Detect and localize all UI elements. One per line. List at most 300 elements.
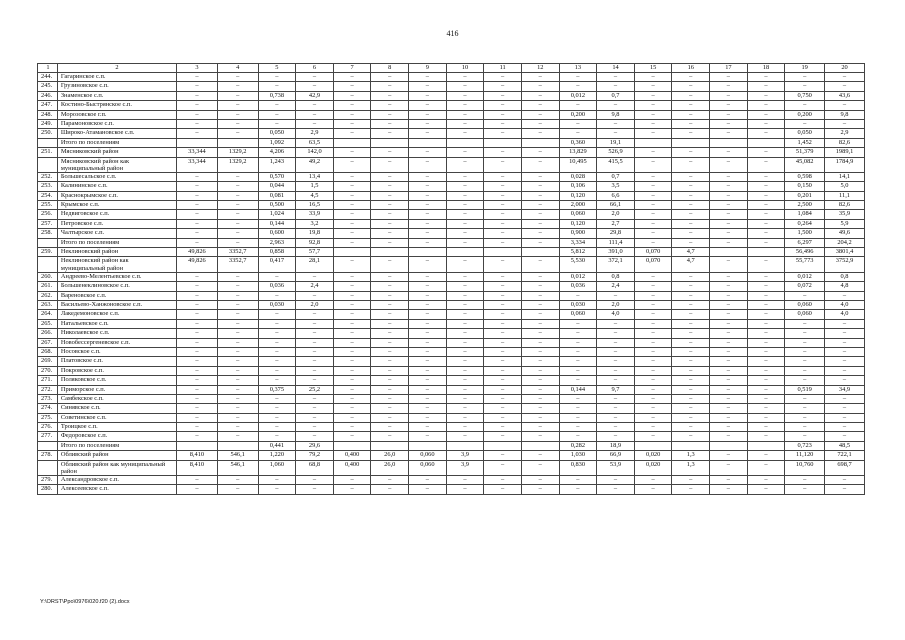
cell-value: –	[747, 485, 785, 494]
cell-value: –	[258, 376, 296, 385]
cell-value: –	[634, 272, 672, 281]
cell-value: 2,0	[597, 301, 635, 310]
cell-value: –	[672, 119, 710, 128]
cell-value: –	[747, 182, 785, 191]
cell-value: 0,060	[785, 301, 825, 310]
table-row	[38, 394, 865, 403]
cell-value: –	[597, 73, 635, 82]
cell-value: –	[597, 476, 635, 485]
cell-value: –	[710, 432, 748, 441]
cell-value: 2,9	[296, 129, 334, 138]
cell-value: –	[521, 476, 559, 485]
cell-value	[371, 248, 409, 257]
cell-value: –	[597, 101, 635, 110]
cell-value: 43,6	[825, 91, 865, 100]
cell-value: –	[296, 423, 334, 432]
cell-value: –	[825, 366, 865, 375]
cell-value: –	[296, 357, 334, 366]
cell-value: 16,5	[296, 201, 334, 210]
cell-value: 0,012	[559, 272, 597, 281]
cell-value: –	[559, 394, 597, 403]
cell-value	[672, 441, 710, 450]
cell-value: –	[710, 338, 748, 347]
cell-value: –	[710, 110, 748, 119]
cell-value: –	[333, 201, 371, 210]
cell-value: –	[258, 485, 296, 494]
cell-value: –	[672, 394, 710, 403]
cell-value: –	[710, 82, 748, 91]
cell-value: –	[409, 329, 447, 338]
cell-value: –	[217, 357, 258, 366]
cell-value: –	[672, 282, 710, 291]
cell-value: –	[446, 404, 484, 413]
cell-value	[521, 441, 559, 450]
cell-value: –	[559, 376, 597, 385]
cell-value: –	[710, 219, 748, 228]
cell-value: –	[521, 148, 559, 157]
row-name: Советинское с.п.	[57, 413, 176, 422]
cell-value: –	[559, 404, 597, 413]
table-header	[38, 64, 865, 73]
cell-value: –	[825, 101, 865, 110]
cell-value: –	[634, 238, 672, 247]
cell-value: –	[747, 376, 785, 385]
cell-value: –	[258, 423, 296, 432]
cell-value: –	[446, 357, 484, 366]
cell-value: 28,1	[296, 257, 334, 272]
cell-value: –	[333, 82, 371, 91]
cell-value: –	[484, 394, 522, 403]
cell-value: 2,963	[258, 238, 296, 247]
cell-value: 0,519	[785, 385, 825, 394]
cell-value: –	[217, 329, 258, 338]
cell-value: –	[217, 476, 258, 485]
cell-value: 0,858	[258, 248, 296, 257]
cell-value: 35,9	[825, 210, 865, 219]
cell-value: 1,060	[258, 460, 296, 475]
row-name: Итого по поселениям	[57, 441, 176, 450]
cell-value: 1,030	[559, 451, 597, 460]
cell-value: –	[333, 432, 371, 441]
cell-value: –	[371, 338, 409, 347]
row-name: Итого по поселениям	[57, 138, 176, 147]
cell-value: 0,120	[559, 191, 597, 200]
cell-value: –	[710, 385, 748, 394]
cell-value: –	[521, 272, 559, 281]
cell-value: 0,600	[258, 229, 296, 238]
cell-value: –	[446, 366, 484, 375]
cell-value	[634, 138, 672, 147]
cell-value: –	[409, 182, 447, 191]
cell-value: 19,1	[597, 138, 635, 147]
cell-value: –	[409, 423, 447, 432]
column-header: 2	[57, 64, 176, 73]
cell-value: –	[825, 432, 865, 441]
cell-value: –	[258, 272, 296, 281]
cell-value: –	[521, 319, 559, 328]
row-number: 262.	[38, 291, 58, 300]
cell-value: –	[333, 366, 371, 375]
cell-value: –	[217, 394, 258, 403]
cell-value: 0,282	[559, 441, 597, 450]
row-number: 257.	[38, 219, 58, 228]
cell-value: –	[597, 423, 635, 432]
cell-value	[672, 138, 710, 147]
cell-value: –	[333, 172, 371, 181]
cell-value: –	[333, 357, 371, 366]
cell-value: –	[177, 119, 218, 128]
cell-value: –	[446, 148, 484, 157]
cell-value: –	[177, 191, 218, 200]
cell-value: 1,3	[672, 460, 710, 475]
cell-value: –	[559, 413, 597, 422]
cell-value: –	[333, 310, 371, 319]
cell-value: –	[409, 172, 447, 181]
cell-value	[333, 441, 371, 450]
table-row	[38, 310, 865, 319]
cell-value: 18,9	[597, 441, 635, 450]
cell-value: –	[597, 485, 635, 494]
cell-value: –	[484, 451, 522, 460]
cell-value: –	[409, 338, 447, 347]
cell-value: –	[333, 413, 371, 422]
page-number: 416	[446, 29, 459, 38]
data-table	[37, 63, 865, 495]
cell-value: –	[747, 82, 785, 91]
cell-value: –	[217, 282, 258, 291]
cell-value: 79,2	[296, 451, 334, 460]
cell-value: 0,050	[785, 129, 825, 138]
cell-value: –	[747, 301, 785, 310]
cell-value: –	[710, 172, 748, 181]
cell-value: 0,144	[559, 385, 597, 394]
cell-value: –	[446, 338, 484, 347]
row-name: Носовское с.п.	[57, 347, 176, 356]
cell-value: –	[785, 476, 825, 485]
cell-value: –	[672, 376, 710, 385]
row-name: Самбекское с.п.	[57, 394, 176, 403]
cell-value: 0,375	[258, 385, 296, 394]
cell-value	[710, 248, 748, 257]
cell-value: –	[484, 219, 522, 228]
cell-value: –	[258, 432, 296, 441]
cell-value: 10,495	[559, 157, 597, 172]
row-name: Синявское с.п.	[57, 404, 176, 413]
cell-value: –	[559, 319, 597, 328]
cell-value: 82,6	[825, 201, 865, 210]
row-number: 251.	[38, 148, 58, 157]
cell-value: –	[747, 110, 785, 119]
cell-value: –	[521, 413, 559, 422]
cell-value: –	[333, 219, 371, 228]
cell-value: –	[747, 101, 785, 110]
cell-value: –	[409, 310, 447, 319]
cell-value: –	[371, 385, 409, 394]
cell-value: –	[258, 338, 296, 347]
cell-value: –	[634, 157, 672, 172]
cell-value: –	[446, 423, 484, 432]
cell-value: –	[371, 238, 409, 247]
cell-value: 0,060	[409, 460, 447, 475]
cell-value: –	[672, 319, 710, 328]
cell-value: –	[710, 272, 748, 281]
column-header: 5	[258, 64, 296, 73]
row-number: 259.	[38, 248, 58, 257]
table-row	[38, 460, 865, 475]
cell-value: –	[333, 338, 371, 347]
cell-value: 1,084	[785, 210, 825, 219]
cell-value: –	[484, 191, 522, 200]
cell-value: –	[446, 82, 484, 91]
cell-value: –	[296, 310, 334, 319]
cell-value: 698,7	[825, 460, 865, 475]
cell-value: –	[296, 485, 334, 494]
cell-value: –	[521, 291, 559, 300]
cell-value: –	[371, 191, 409, 200]
cell-value: –	[446, 476, 484, 485]
cell-value: –	[825, 119, 865, 128]
row-number: 255.	[38, 201, 58, 210]
cell-value: –	[409, 91, 447, 100]
cell-value: –	[672, 423, 710, 432]
cell-value: 0,012	[785, 272, 825, 281]
cell-value: 0,400	[333, 451, 371, 460]
cell-value	[484, 248, 522, 257]
cell-value	[177, 138, 218, 147]
cell-value: –	[409, 82, 447, 91]
cell-value: –	[747, 229, 785, 238]
row-name: Итого по поселениям	[57, 238, 176, 247]
cell-value: –	[409, 238, 447, 247]
cell-value: 0,120	[559, 219, 597, 228]
cell-value: –	[672, 110, 710, 119]
cell-value: –	[177, 238, 218, 247]
cell-value: –	[217, 91, 258, 100]
cell-value: –	[747, 460, 785, 475]
cell-value: –	[177, 272, 218, 281]
cell-value: –	[634, 423, 672, 432]
cell-value: –	[446, 201, 484, 210]
cell-value: –	[177, 413, 218, 422]
cell-value: –	[559, 423, 597, 432]
cell-value: 5,9	[825, 219, 865, 228]
cell-value	[409, 441, 447, 450]
cell-value: –	[409, 376, 447, 385]
cell-value	[747, 138, 785, 147]
cell-value: –	[258, 394, 296, 403]
cell-value: –	[672, 301, 710, 310]
row-name: Морозовское г.п.	[57, 110, 176, 119]
cell-value: –	[521, 210, 559, 219]
cell-value: –	[217, 238, 258, 247]
cell-value: –	[559, 432, 597, 441]
cell-value: 4,0	[825, 310, 865, 319]
cell-value: –	[785, 101, 825, 110]
cell-value: –	[333, 182, 371, 191]
cell-value: 1,092	[258, 138, 296, 147]
cell-value: –	[672, 357, 710, 366]
cell-value: 3352,7	[217, 248, 258, 257]
cell-value	[710, 138, 748, 147]
cell-value: 0,264	[785, 219, 825, 228]
cell-value: 82,6	[825, 138, 865, 147]
cell-value: –	[825, 404, 865, 413]
cell-value: –	[333, 485, 371, 494]
cell-value: –	[409, 432, 447, 441]
cell-value: –	[484, 229, 522, 238]
cell-value	[747, 441, 785, 450]
cell-value: 0,020	[634, 460, 672, 475]
cell-value: 1,3	[672, 451, 710, 460]
cell-value: 0,036	[559, 282, 597, 291]
cell-value: –	[333, 394, 371, 403]
cell-value: –	[409, 413, 447, 422]
row-name: Натальевское с.п.	[57, 319, 176, 328]
cell-value: 25,2	[296, 385, 334, 394]
cell-value: 13,4	[296, 172, 334, 181]
cell-value	[521, 248, 559, 257]
row-name: Мясниковский район как муниципальный район	[57, 157, 176, 172]
column-header: 17	[710, 64, 748, 73]
table-row	[38, 451, 865, 460]
row-number: 267.	[38, 338, 58, 347]
cell-value: –	[710, 394, 748, 403]
cell-value: 9,8	[597, 110, 635, 119]
cell-value: –	[597, 357, 635, 366]
cell-value: –	[409, 301, 447, 310]
table-row	[38, 172, 865, 181]
cell-value: –	[177, 73, 218, 82]
cell-value: –	[217, 376, 258, 385]
cell-value: –	[217, 423, 258, 432]
cell-value	[217, 441, 258, 450]
cell-value: –	[371, 91, 409, 100]
cell-value: 51,379	[785, 148, 825, 157]
cell-value: –	[785, 404, 825, 413]
cell-value: –	[710, 310, 748, 319]
cell-value: 53,9	[597, 460, 635, 475]
cell-value: 546,1	[217, 460, 258, 475]
table-row	[38, 191, 865, 200]
cell-value: 0,144	[258, 219, 296, 228]
cell-value: 204,2	[825, 238, 865, 247]
cell-value: –	[333, 291, 371, 300]
cell-value: –	[634, 182, 672, 191]
column-header: 3	[177, 64, 218, 73]
cell-value: –	[371, 357, 409, 366]
cell-value: –	[747, 413, 785, 422]
cell-value: –	[177, 319, 218, 328]
cell-value: –	[258, 82, 296, 91]
cell-value: –	[296, 347, 334, 356]
cell-value: –	[446, 182, 484, 191]
cell-value: –	[672, 366, 710, 375]
table-row	[38, 248, 865, 257]
cell-value: 49,6	[825, 229, 865, 238]
cell-value: –	[409, 319, 447, 328]
cell-value: 33,344	[177, 157, 218, 172]
cell-value: –	[634, 291, 672, 300]
table-row	[38, 272, 865, 281]
cell-value: –	[710, 229, 748, 238]
cell-value: –	[484, 157, 522, 172]
cell-value: –	[409, 394, 447, 403]
cell-value: –	[785, 291, 825, 300]
cell-value: –	[296, 272, 334, 281]
cell-value: –	[597, 119, 635, 128]
cell-value: 2,4	[597, 282, 635, 291]
row-number: 274.	[38, 404, 58, 413]
table-row	[38, 338, 865, 347]
cell-value: –	[521, 157, 559, 172]
cell-value	[484, 441, 522, 450]
cell-value: –	[446, 219, 484, 228]
cell-value: –	[258, 476, 296, 485]
cell-value: –	[710, 347, 748, 356]
cell-value: –	[177, 432, 218, 441]
row-name: Неклиновский район как муниципальный район	[57, 257, 176, 272]
cell-value: 34,9	[825, 385, 865, 394]
cell-value: –	[258, 110, 296, 119]
cell-value: –	[634, 310, 672, 319]
cell-value: –	[296, 432, 334, 441]
cell-value: –	[296, 82, 334, 91]
column-header: 14	[597, 64, 635, 73]
cell-value: –	[710, 191, 748, 200]
cell-value: 8,410	[177, 460, 218, 475]
cell-value: –	[710, 319, 748, 328]
cell-value: –	[371, 219, 409, 228]
cell-value: 0,070	[634, 248, 672, 257]
cell-value: 55,773	[785, 257, 825, 272]
cell-value: –	[747, 272, 785, 281]
cell-value: –	[371, 201, 409, 210]
cell-value	[747, 248, 785, 257]
cell-value: –	[484, 210, 522, 219]
cell-value: –	[634, 347, 672, 356]
row-name: Костино-Быстрянское с.п.	[57, 101, 176, 110]
cell-value: –	[785, 423, 825, 432]
cell-value: 0,7	[597, 91, 635, 100]
cell-value: –	[825, 376, 865, 385]
cell-value: –	[446, 272, 484, 281]
cell-value: –	[634, 82, 672, 91]
cell-value: 0,570	[258, 172, 296, 181]
cell-value: –	[710, 119, 748, 128]
cell-value: –	[258, 366, 296, 375]
cell-value: –	[559, 366, 597, 375]
table-row	[38, 101, 865, 110]
table-row	[38, 357, 865, 366]
table-row	[38, 329, 865, 338]
cell-value: –	[371, 347, 409, 356]
cell-value: –	[521, 310, 559, 319]
cell-value: 6,6	[597, 191, 635, 200]
cell-value: –	[710, 101, 748, 110]
cell-value: –	[371, 423, 409, 432]
table-row	[38, 485, 865, 494]
cell-value: 3,5	[597, 182, 635, 191]
cell-value: –	[177, 476, 218, 485]
row-number	[38, 157, 58, 172]
cell-value: –	[446, 310, 484, 319]
cell-value: –	[484, 91, 522, 100]
row-name: Новобессергеневское с.п.	[57, 338, 176, 347]
cell-value: –	[409, 272, 447, 281]
row-name: Петровское с.п.	[57, 219, 176, 228]
row-name: Алексеевское с.п.	[57, 485, 176, 494]
cell-value: –	[710, 376, 748, 385]
